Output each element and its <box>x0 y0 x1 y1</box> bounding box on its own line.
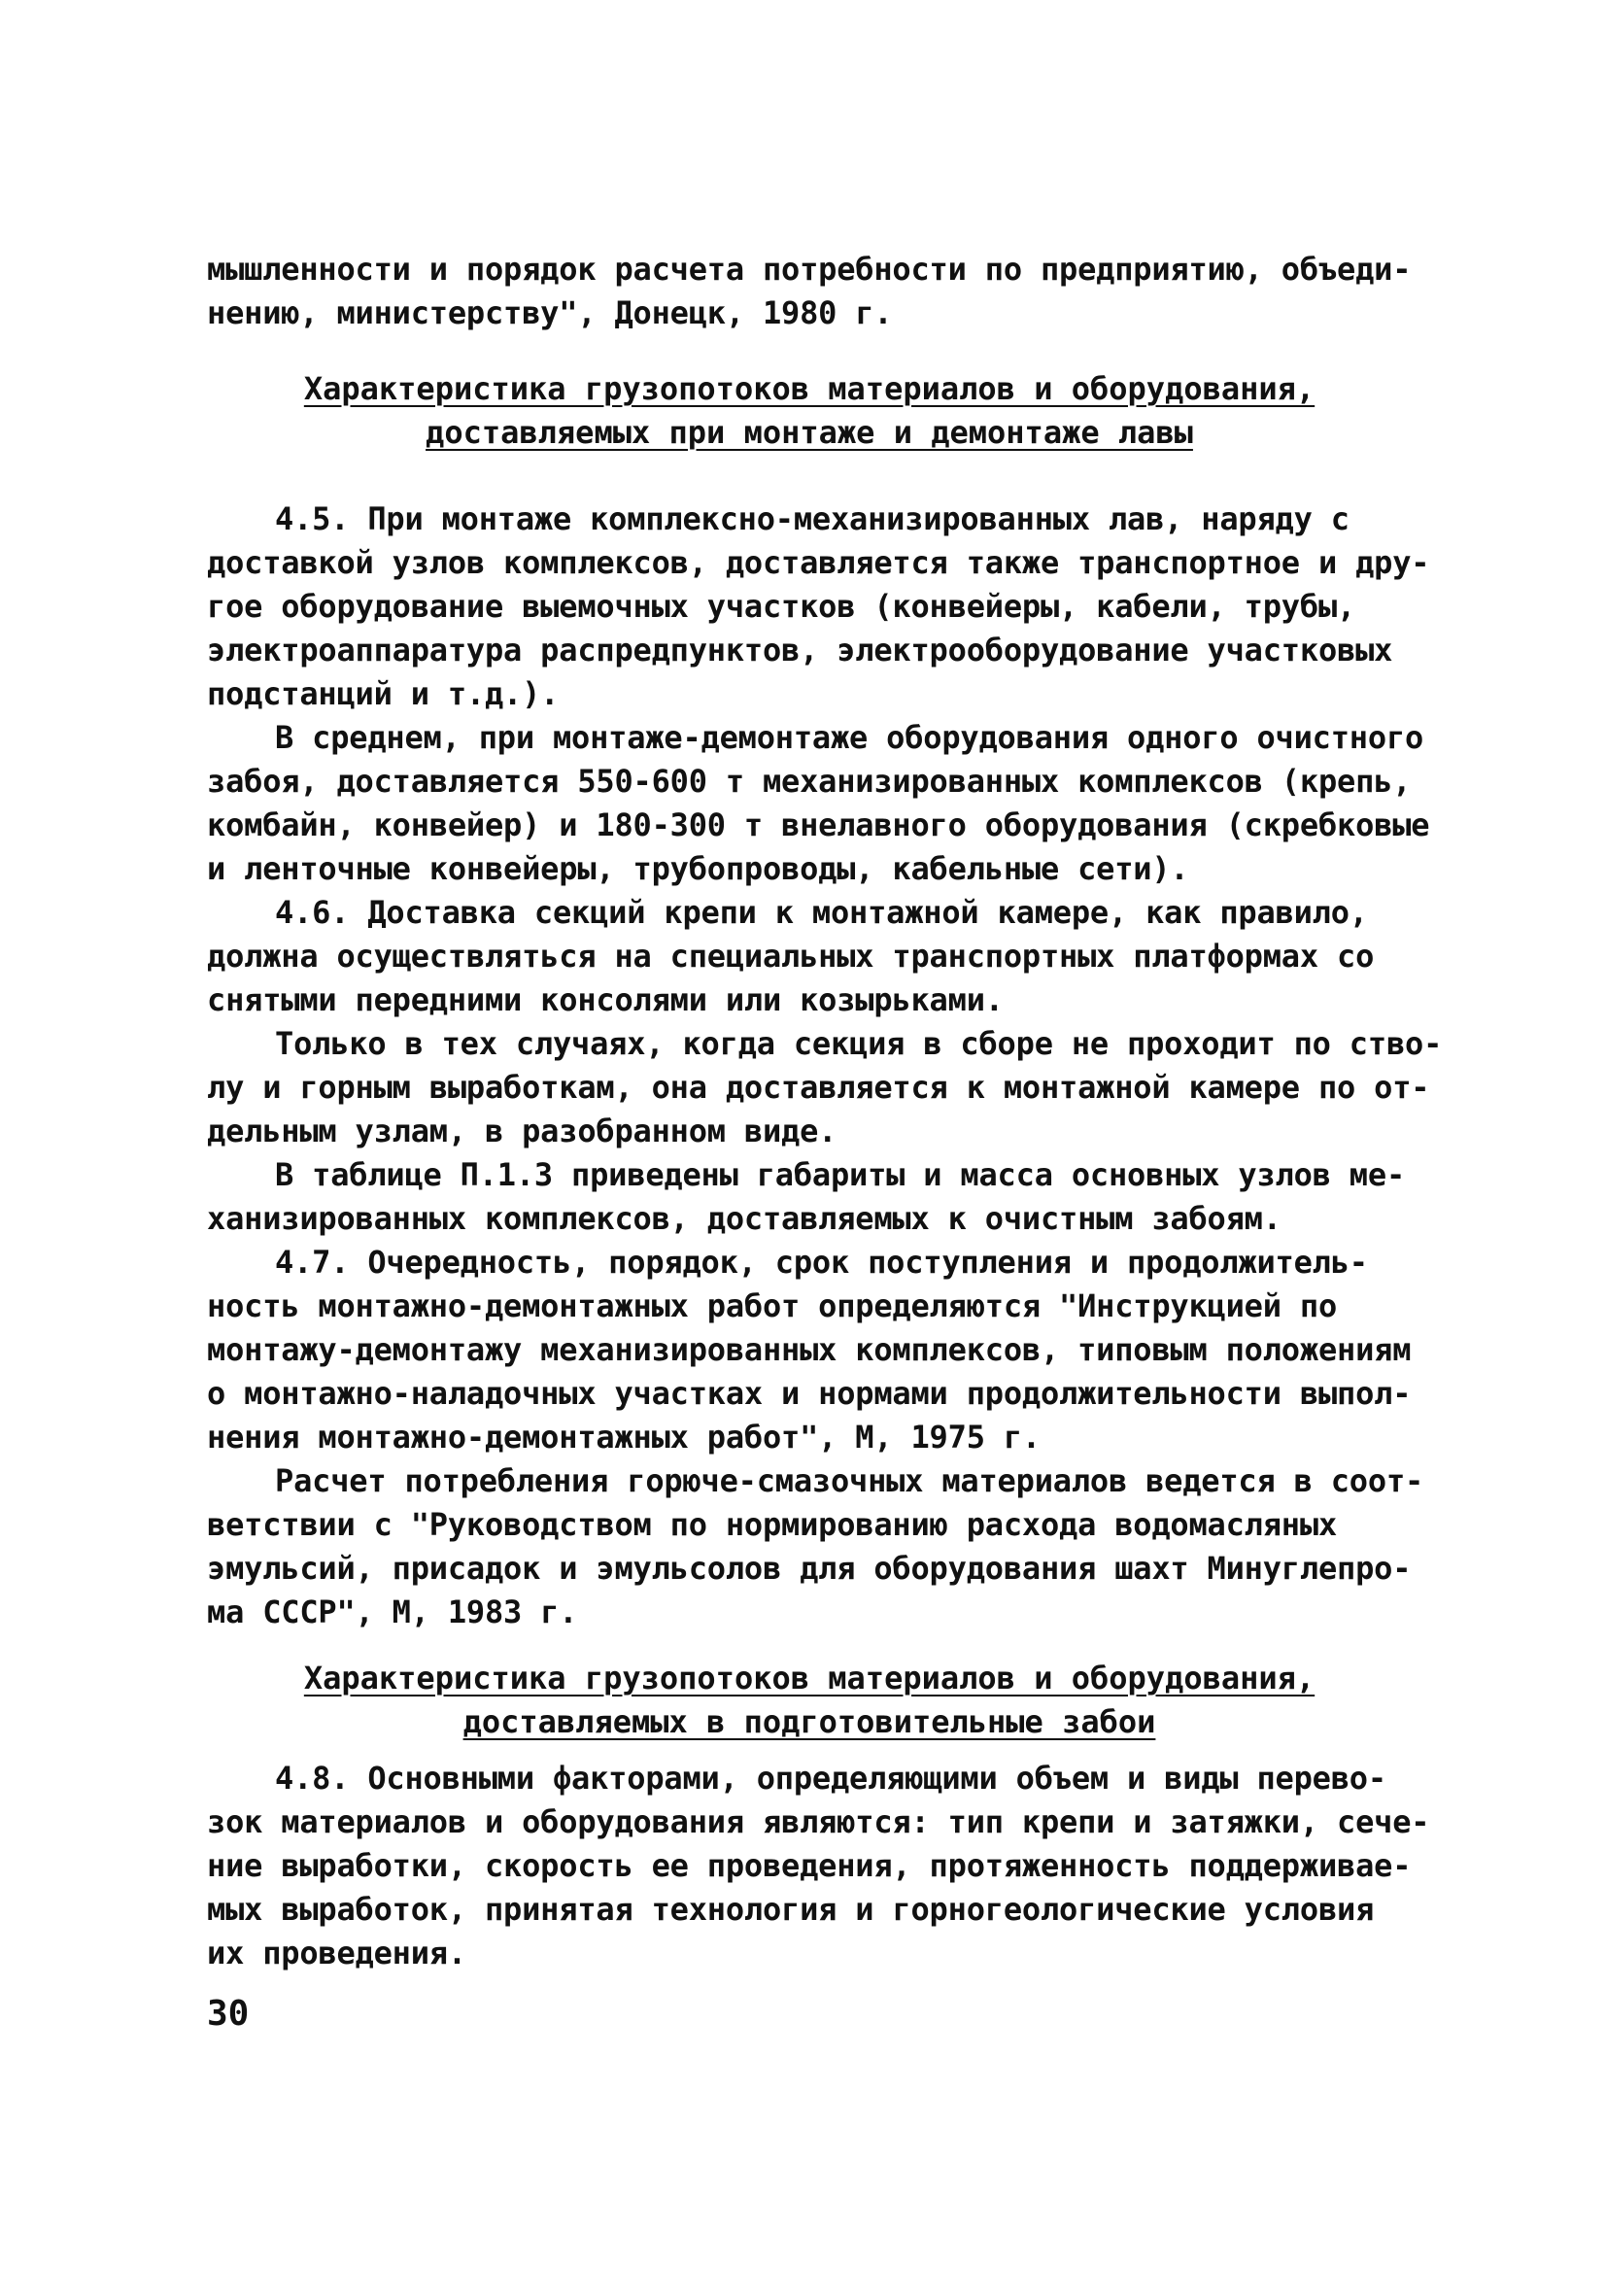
text-line: их проведения. <box>207 1935 466 1971</box>
text-line: комбайн, конвейер) и 180-300 т внелавного оборудования (скребковые <box>207 806 1430 843</box>
text-line: Расчет потребления горюче-смазочных материалов ведется в соот- <box>275 1462 1424 1499</box>
section-body-lava <box>207 497 1443 1634</box>
paragraph-table-ref <box>207 1153 1412 1241</box>
text-line: и ленточные конвейеры, трубопроводы, кабельные сети). <box>207 850 1189 887</box>
text-line: ма СССР", М, 1983 г. <box>207 1593 578 1630</box>
text-line: ветствии с "Руководством по нормированию расхода водомасляных <box>207 1506 1338 1543</box>
text-line: 4.5. При монтаже комплексно-механизированных лав, наряду с <box>275 500 1350 537</box>
text-line: В таблице П.1.3 приведены габариты и масса основных узлов ме- <box>275 1156 1406 1193</box>
text-line: лу и горным выработкам, она доставляется к монтажной камере по от- <box>207 1069 1430 1106</box>
text-line: зок материалов и оборудования являются: тип крепи и затяжки, сече- <box>207 1803 1430 1840</box>
text-line: о монтажно-наладочных участках и нормами продолжительности выпол- <box>207 1375 1412 1412</box>
page-number: 30 <box>207 1994 250 2034</box>
text-line: В среднем, при монтаже-демонтаже оборудования одного очистного <box>275 719 1424 756</box>
paragraph-4-8 <box>207 1757 1430 1975</box>
text-line: должна осуществляться на специальных транспортных платформах со <box>207 938 1375 975</box>
text-line: электроаппаратура распредпунктов, электрооборудование участковых <box>207 632 1393 668</box>
heading-line: Характеристика грузопотоков материалов и оборудования, <box>303 370 1316 407</box>
text-line: ние выработки, скорость ее проведения, протяженность поддерживае- <box>207 1847 1412 1884</box>
text-line: эмульсий, присадок и эмульсолов для оборудования шахт Минуглепро- <box>207 1550 1412 1587</box>
text-line: забоя, доставляется 550-600 т механизированных комплексов (крепь, <box>207 763 1412 800</box>
text-line: нения монтажно-демонтажных работ", М, 1975 г. <box>207 1419 1041 1456</box>
paragraph-only-cases <box>207 1022 1443 1153</box>
paragraph-calculation <box>207 1459 1424 1634</box>
intro-paragraph <box>207 248 1412 335</box>
text-line: 4.8. Основными факторами, определяющими объем и виды перево- <box>275 1760 1386 1797</box>
heading-line: доставляемых в подготовительные забои <box>462 1703 1156 1740</box>
heading-line: доставляемых при монтаже и демонтаже лавы <box>426 414 1193 451</box>
text-line: мышленности и порядок расчета потребности по предприятию, объеди- <box>207 251 1412 288</box>
text-line: 4.7. Очередность, порядок, срок поступления и продолжитель- <box>275 1244 1368 1281</box>
text-line: ность монтажно-демонтажных работ определяются "Инструкцией по <box>207 1287 1338 1324</box>
text-line: подстанций и т.д.). <box>207 675 560 712</box>
paragraph-4-7 <box>207 1241 1412 1459</box>
section-body-preparatory <box>207 1757 1430 1975</box>
text-line: 4.6. Доставка секций крепи к монтажной камере, как правило, <box>275 894 1368 931</box>
heading-line: Характеристика грузопотоков материалов и оборудования, <box>303 1660 1316 1696</box>
text-line: Только в тех случаях, когда секция в сборе не проходит по ство- <box>275 1025 1443 1062</box>
text-line: доставкой узлов комплексов, доставляется также транспортное и дру- <box>207 544 1430 581</box>
text-line: мых выработок, принятая технология и горногеологические условия <box>207 1891 1375 1928</box>
section-heading-preparatory <box>207 1657 1412 1744</box>
text-line: нению, министерству", Донецк, 1980 г. <box>207 294 893 331</box>
text-line: ханизированных комплексов, доставляемых к очистным забоям. <box>207 1200 1281 1237</box>
paragraph-4-6 <box>207 891 1412 1022</box>
text-line: гое оборудование выемочных участков (конвейеры, кабели, трубы, <box>207 588 1356 625</box>
section-heading-lava <box>207 367 1412 455</box>
paragraph-4-5 <box>207 497 1430 716</box>
text-line: снятыми передними консолями или козырьками. <box>207 981 1004 1018</box>
text-line: дельным узлам, в разобранном виде. <box>207 1113 837 1149</box>
paragraph-average <box>207 716 1430 891</box>
text-line: монтажу-демонтажу механизированных комплексов, типовым положениям <box>207 1331 1412 1368</box>
